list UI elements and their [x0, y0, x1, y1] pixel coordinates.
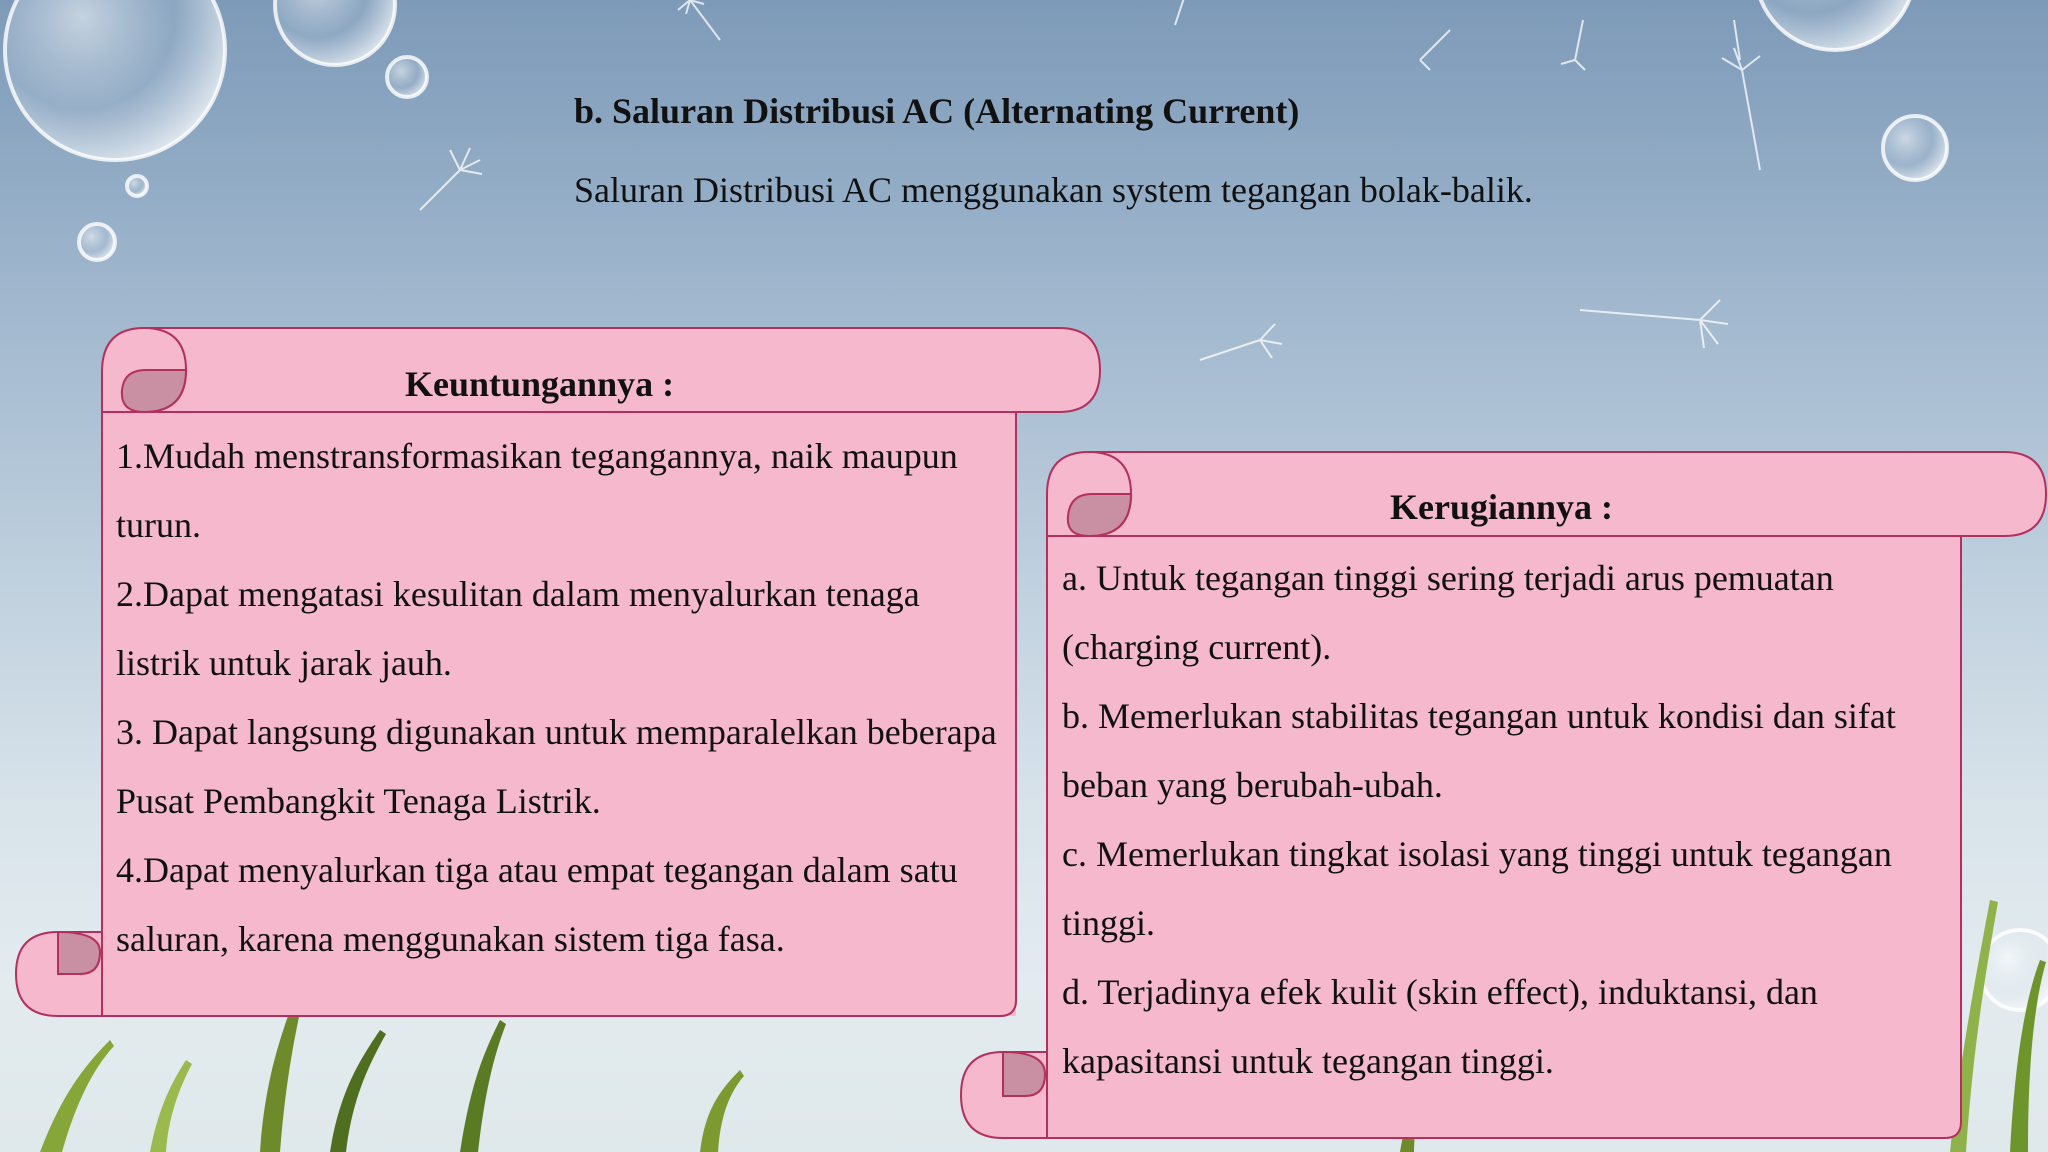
list-item: 4.Dapat menyalurkan tiga atau empat tegangan dalam satu saluran, karena menggunakan sistem tiga fasa.	[116, 850, 958, 959]
slide-intro: Saluran Distribusi AC menggunakan system tegangan bolak-balik.	[574, 170, 1533, 210]
list-item: a. Untuk tegangan tinggi sering terjadi arus pemuatan (charging current).	[1062, 558, 1834, 667]
list-item: b. Memerlukan stabilitas tegangan untuk kondisi dan sifat beban yang berubah-ubah.	[1062, 696, 1896, 805]
slide-title: b. Saluran Distribusi AC (Alternating Current)	[574, 91, 1300, 131]
list-item: c. Memerlukan tingkat isolasi yang tinggi untuk tegangan tinggi.	[1062, 834, 1892, 943]
disadvantages-heading: Kerugiannya :	[1390, 487, 1614, 527]
advantages-heading: Keuntungannya :	[405, 364, 675, 404]
disadvantages-list	[1062, 544, 1942, 1096]
list-item: 1.Mudah menstransformasikan tegangannya, naik maupun turun.	[116, 436, 958, 545]
advantages-list	[116, 422, 1001, 974]
list-item: 2.Dapat mengatasi kesulitan dalam menyalurkan tenaga listrik untuk jarak jauh.	[116, 574, 920, 683]
list-item: d. Terjadinya efek kulit (skin effect), induktansi, dan kapasitansi untuk tegangan tinggi.	[1062, 972, 1818, 1081]
list-item: 3. Dapat langsung digunakan untuk memparalelkan beberapa Pusat Pembangkit Tenaga Listrik.	[116, 712, 997, 821]
